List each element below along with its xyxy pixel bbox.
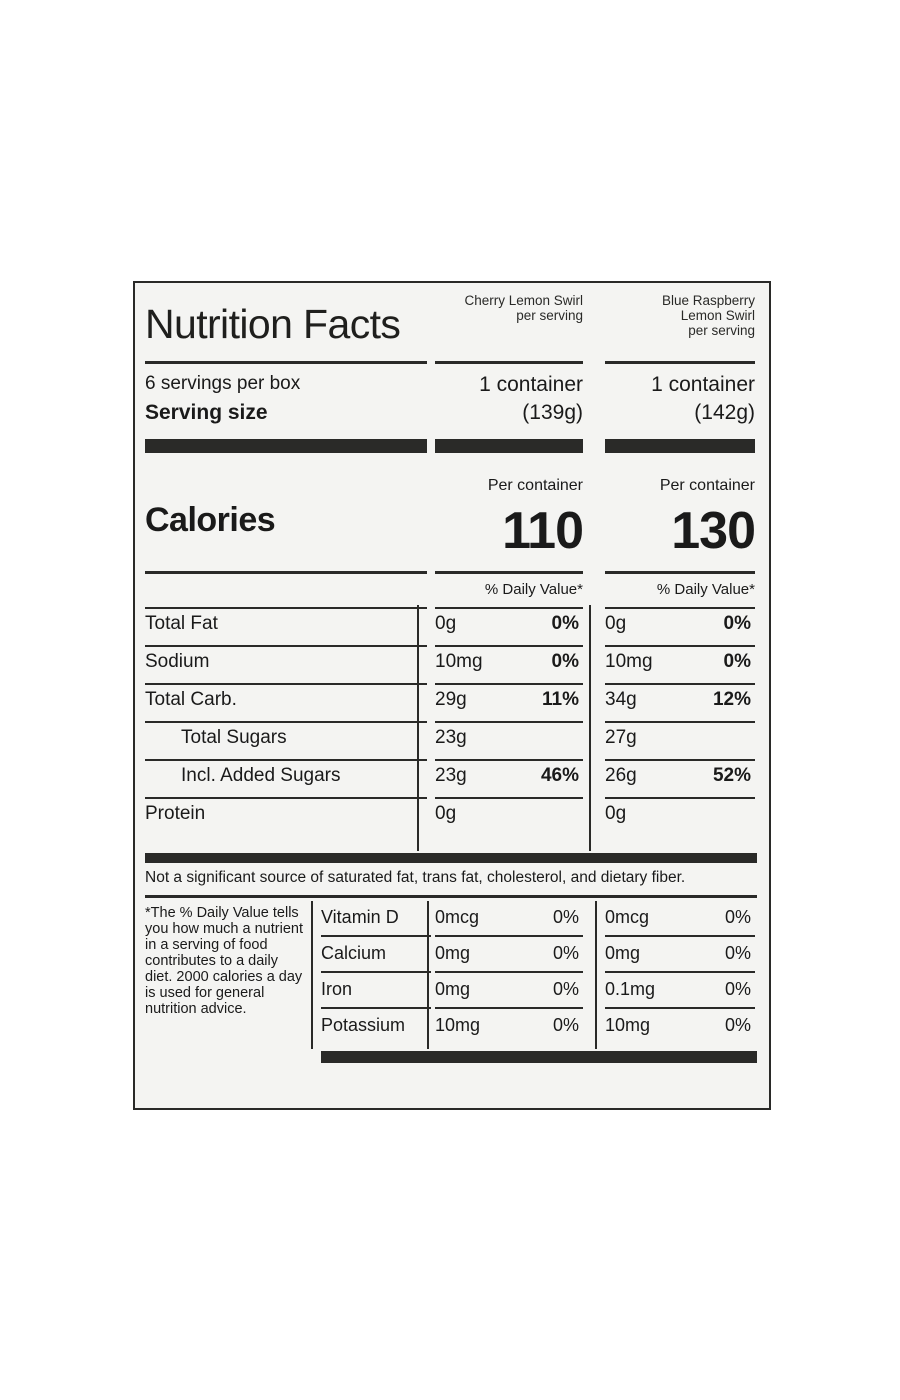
vitamin-separator-1 [427,901,429,1049]
nutrient-value-c2-2: 34g [605,689,637,710]
vitamin-value-c1-0: 0mcg [435,907,480,927]
table-row [145,803,759,839]
flavor-header-col2-line2: Lemon Swirl [680,308,755,323]
column-separator-1 [417,605,419,851]
nutrient-divider-c1-3 [435,721,583,723]
nutrient-pct-c2-0: 0% [723,613,751,634]
nutrient-divider-c1-1 [435,645,583,647]
vitamin-name-3: Potassium [321,1015,406,1035]
servings-per-box: 6 servings per box [145,373,301,394]
vitamin-col2-0 [605,907,755,931]
vitamin-value-c1-1: 0mg [435,943,471,963]
table-row [145,651,759,687]
nutrient-pct-c2-2: 12% [712,689,751,710]
vitamin-col1-3 [435,1015,583,1039]
vitamin-divider-c2-2 [605,1007,755,1009]
vitamin-col2-2 [605,979,755,1003]
vitamin-value-c1-2: 0mg [435,979,471,999]
vitamin-pct-c1-3: 0% [552,1015,579,1035]
vitamin-col1-1 [435,943,583,967]
nutrient-divider-c1-5 [435,797,583,799]
nutrient-value-c1-2: 29g [435,689,467,710]
nutrient-divider-c2-2 [605,683,755,685]
thick-bar-full [145,853,757,863]
nutrient-name-0: Total Fat [145,613,218,634]
nutrient-divider-c2-5 [605,797,755,799]
not-significant-text: Not a significant source of saturated fat, trans fat, cholesterol, and dietary fiber. [145,869,686,886]
nutrient-value-c1-5: 0g [435,803,457,824]
vitamin-divider-name-2 [321,1007,431,1009]
nutrient-divider-c1-4 [435,759,583,761]
flavor-underline-col2 [605,361,755,364]
vitamin-pct-c1-0: 0% [552,907,579,927]
nutrient-value-c2-5: 0g [605,803,627,824]
nutrient-divider-left-5 [145,797,427,799]
vitamin-value-c1-3: 10mg [435,1015,481,1035]
vitamin-divider-c1-1 [435,971,583,973]
nutrient-divider-c1-0 [435,607,583,609]
nutrient-divider-left-0 [145,607,427,609]
calories-value-col2: 130 [671,502,755,560]
vitamin-divider-c2-1 [605,971,755,973]
nutrient-col2-5 [605,803,755,829]
serving-weight-col2: (142g) [694,401,755,424]
nutrient-pct-c1-4: 46% [540,765,579,786]
flavor-header-col2-line3: per serving [688,323,755,338]
vitamin-divider-c1-0 [435,935,583,937]
nutrient-pct-c1-2: 11% [542,689,579,710]
dv-header-col2: % Daily Value* [656,581,755,598]
nutrient-col1-1 [435,651,583,677]
nutrient-col1-2 [435,689,583,715]
nutrient-divider-c2-4 [605,759,755,761]
nutrient-col1-4 [435,765,583,791]
nutrient-divider-c2-3 [605,721,755,723]
thick-bar-col1 [435,439,583,453]
nutrient-divider-c1-2 [435,683,583,685]
serving-amount-col1: 1 container [479,373,583,396]
nutrient-divider-left-4 [145,759,427,761]
serving-weight-col1: (139g) [522,401,583,424]
serving-size-label: Serving size [145,401,268,424]
nutrient-col1-0 [435,613,583,639]
vitamin-col1-2 [435,979,583,1003]
vitamin-divider-c1-2 [435,1007,583,1009]
nutrient-value-c2-3: 27g [605,727,637,748]
vitamin-pct-c1-1: 0% [552,943,579,963]
nutrient-pct-c2-4: 52% [712,765,751,786]
nutrient-divider-left-1 [145,645,427,647]
nutrient-value-c1-1: 10mg [435,651,483,672]
nutrient-pct-c2-1: 0% [723,651,751,672]
vitamin-pct-c2-1: 0% [724,943,751,963]
vitamin-value-c2-1: 0mg [605,943,641,963]
nutrient-name-1: Sodium [145,651,210,672]
nutrient-value-c2-0: 0g [605,613,627,634]
vitamin-divider-name-0 [321,935,431,937]
vitamin-name-2: Iron [321,979,353,999]
nutrient-col2-3 [605,727,755,753]
flavor-underline-col1 [435,361,583,364]
table-row [145,689,759,725]
nutrient-divider-c2-1 [605,645,755,647]
nutrition-facts-panel [133,281,771,1110]
daily-value-footnote: *The % Daily Value tells you how much a nutrient in a serving of food contributes to a daily diet. 2000 calories a day is used for general nutrition advice. [145,905,303,1017]
nutrient-name-2: Total Carb. [145,689,237,710]
nutrient-pct-c1-1: 0% [551,651,579,672]
calories-underline-col2 [605,571,755,574]
nutrient-name-5: Protein [145,803,206,824]
per-container-label-col2: Per container [659,477,755,494]
vitamin-pct-c2-0: 0% [724,907,751,927]
vitamin-col2-1 [605,943,755,967]
nutrient-value-c1-4: 23g [435,765,467,786]
nutrient-divider-left-2 [145,683,427,685]
nutrient-col2-2 [605,689,755,715]
vitamin-pct-c2-2: 0% [724,979,751,999]
disclaimer-underline [145,895,757,898]
vitamin-separator-2 [595,901,597,1049]
table-row [145,765,759,801]
vitamin-pct-c1-2: 0% [552,979,579,999]
vitamin-col2-3 [605,1015,755,1039]
nutrient-pct-c1-0: 0% [551,613,579,634]
table-row [145,727,759,763]
nutrient-name-4: Incl. Added Sugars [181,765,341,786]
nutrient-value-c2-1: 10mg [605,651,653,672]
thick-bar-col2 [605,439,755,453]
nutrient-value-c1-0: 0g [435,613,457,634]
calories-value-col1: 110 [502,502,583,560]
nutrient-col2-1 [605,651,755,677]
thick-bar-left [145,439,427,453]
nutrient-col2-0 [605,613,755,639]
flavor-header-col2-line1: Blue Raspberry [661,293,755,308]
flavor-header-col1-line2: per serving [516,308,583,323]
page-title: Nutrition Facts [145,301,401,347]
footnote-separator [311,901,313,1049]
calories-underline-left [145,571,427,574]
bottom-thick-bar [321,1051,757,1063]
vitamin-value-c2-0: 0mcg [605,907,650,927]
nutrient-value-c1-3: 23g [435,727,467,748]
vitamin-divider-c2-0 [605,935,755,937]
nutrient-divider-c2-0 [605,607,755,609]
nutrient-value-c2-4: 26g [605,765,637,786]
title-underline [145,361,427,364]
serving-amount-col2: 1 container [651,373,755,396]
nutrient-col2-4 [605,765,755,791]
vitamin-divider-name-1 [321,971,431,973]
calories-label: Calories [145,501,276,539]
column-separator-2 [589,605,591,851]
flavor-header-col1 [435,293,583,323]
vitamin-name-0: Vitamin D [321,907,399,927]
nutrient-col1-5 [435,803,583,829]
vitamin-name-1: Calcium [321,943,387,963]
vitamin-pct-c2-3: 0% [724,1015,751,1035]
flavor-header-col1-line1: Cherry Lemon Swirl [464,293,583,308]
vitamin-value-c2-2: 0.1mg [605,979,656,999]
per-container-label-col1: Per container [487,477,583,494]
vitamin-col1-0 [435,907,583,931]
flavor-header-col2 [605,293,755,338]
nutrition-facts-inner [145,289,759,1102]
calories-underline-col1 [435,571,583,574]
nutrient-col1-3 [435,727,583,753]
table-row [145,613,759,649]
dv-header-col1: % Daily Value* [484,581,583,598]
nutrient-name-3: Total Sugars [181,727,287,748]
nutrient-divider-left-3 [145,721,427,723]
vitamin-value-c2-3: 10mg [605,1015,651,1035]
